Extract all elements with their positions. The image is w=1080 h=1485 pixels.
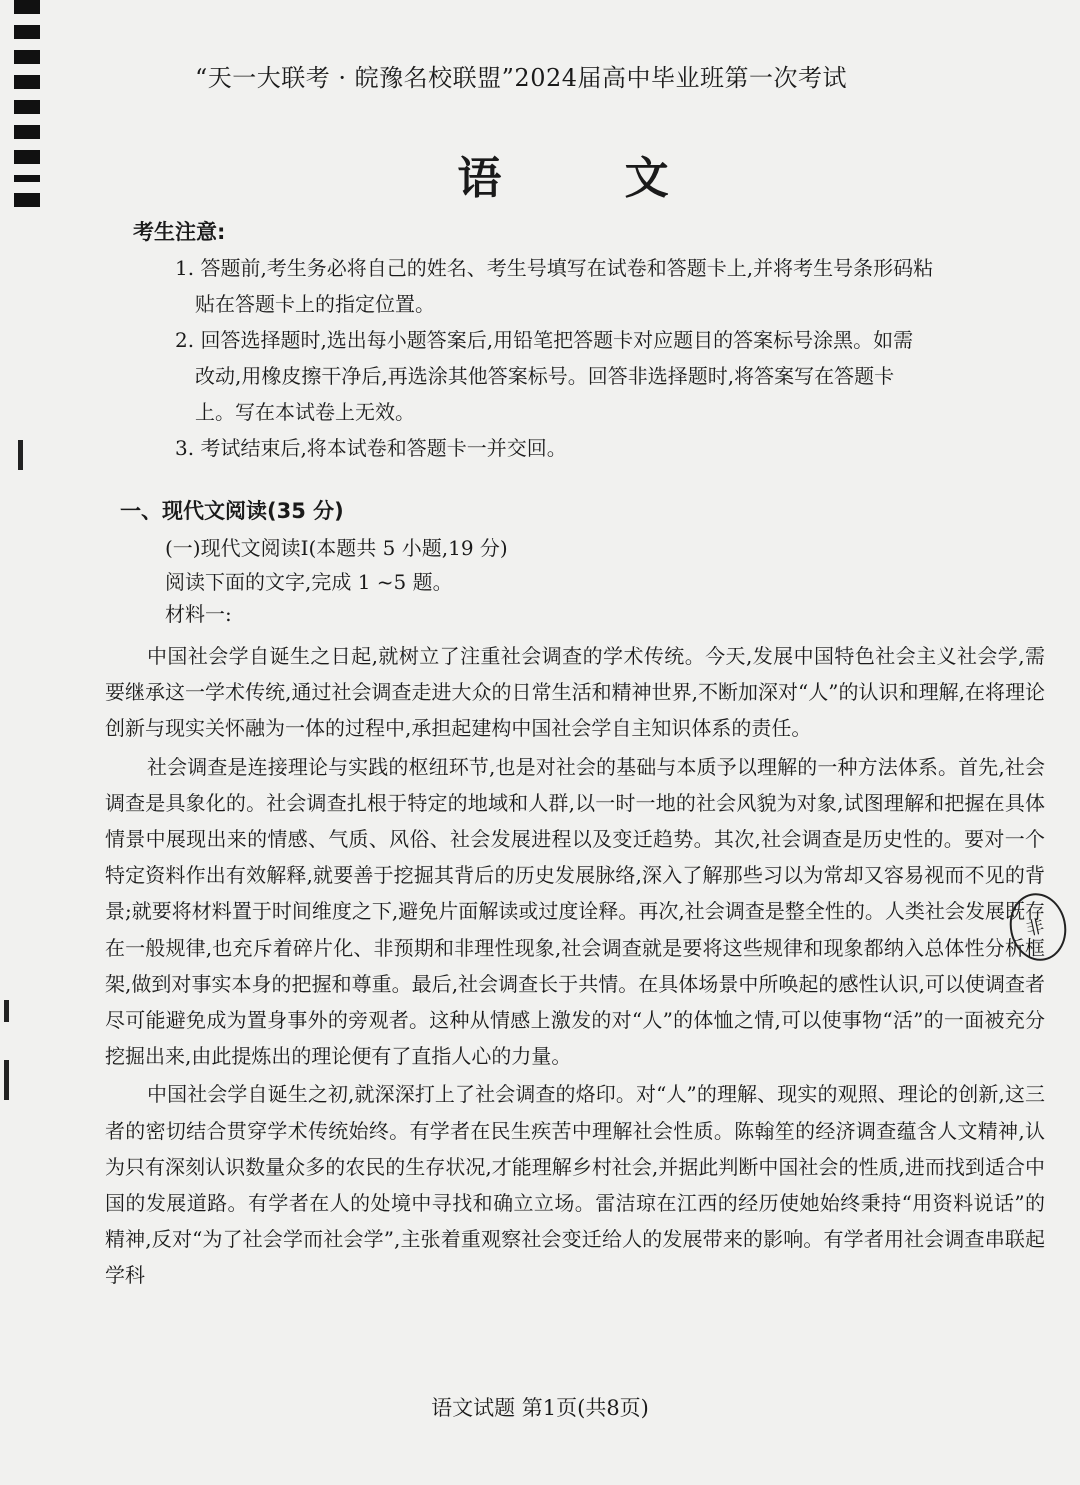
notice-item — [175, 430, 1035, 466]
section-heading: 一、现代文阅读(35 分) — [120, 499, 344, 523]
exam-header: “天一大联考 · 皖豫名校联盟”2024届高中毕业班第一次考试 — [195, 64, 848, 92]
notice-item-text: 1. 答题前,考生务必将自己的姓名、考生号填写在试卷和答题卡上,并将考生号条形码粘 — [175, 256, 934, 280]
notice-item — [175, 322, 1035, 430]
subject-title: 语 文 — [457, 153, 723, 204]
material-label: 材料一: — [165, 602, 232, 626]
handwritten-annotation: 非 — [1024, 915, 1047, 941]
passage-paragraph: 中国社会学自诞生之初,就深深打上了社会调查的烙印。对“人”的理解、现实的观照、理论的创新,这三者的密切结合贯穿学术传统始终。有学者在民生疾苦中理解社会性质。陈翰笙的经济调查蕴含人文精神,认为只有深刻认识数量众多的农民的生存状况,才能理解乡村社会,并据此判断中国社会的性质,进而找到适合中国的发展道路。有学者在人的处境中寻找和确立立场。雷洁琼在江西的经历使她始终秉持“用资料说话”的精神,反对“为了社会学而社会学”,主张着重观察社会变迁给人的发展带来的影响。有学者用社会调查串联起学科 — [105, 1082, 1045, 1288]
notice-item-text: 改动,用橡皮擦干净后,再选涂其他答案标号。回答非选择题时,将答案写在答题卡 — [195, 364, 895, 388]
page-footer: 语文试题 第1页(共8页) — [431, 1396, 649, 1420]
edge-mark — [18, 440, 23, 470]
subsection-heading: (一)现代文阅读Ⅰ(本题共 5 小题,19 分) — [165, 536, 508, 560]
notice-item-text: 贴在答题卡上的指定位置。 — [195, 292, 435, 316]
passage-paragraph: 社会调查是连接理论与实践的枢纽环节,也是对社会的基础与本质予以理解的一种方法体系。首先,社会调查是具象化的。社会调查扎根于特定的地域和人群,以一时一地的社会风貌为对象,试图理解和把握在具体情景中展现出来的情感、气质、风俗、社会发展进程以及变迁趋势。其次,社会调查是历史性的。要对一个特定资料作出有效解释,就要善于挖掘其背后的历史发展脉络,深入了解那些习以为常却又容易视而不见的背景;就要将材料置于时间维度之下,避免片面解读或过度诠释。再次,社会调查是整全性的。人类社会发展既存在一般规律,也充斥着碎片化、非预期和非理性现象,社会调查就是要将这些规律和现象都纳入总体性分析框架,做到对事实本身的把握和尊重。最后,社会调查长于共情。在具体场景中所唤起的感性认识,可以使调查者尽可能避免成为置身事外的旁观者。这种从情感上激发的对“人”的体恤之情,可以使事物“活”的一面被充分挖掘出来,由此提炼出的理论便有了直指人心的力量。 — [105, 754, 1045, 1069]
notice-title: 考生注意: — [133, 220, 226, 244]
notice-item-text: 2. 回答选择题时,选出每小题答案后,用铅笔把答题卡对应题目的答案标号涂黑。如需 — [175, 328, 914, 352]
notice-item — [175, 250, 1035, 322]
notice-item-text: 上。写在本试卷上无效。 — [195, 400, 415, 424]
reading-passage — [105, 638, 1045, 1296]
edge-mark — [4, 1060, 9, 1100]
notice-item-text: 3. 考试结束后,将本试卷和答题卡一并交回。 — [175, 436, 567, 460]
passage-paragraph: 中国社会学自诞生之日起,就树立了注重社会调查的学术传统。今天,发展中国特色社会主义社会学,需要继承这一学术传统,通过社会调查走进大众的日常生活和精神世界,不断加深对“人”的认识和理解,在将理论创新与现实关怀融为一体的过程中,承担起建构中国社会学自主知识体系的责任。 — [105, 644, 1045, 741]
edge-mark — [4, 1000, 9, 1022]
instruction-text: 阅读下面的文字,完成 1 ~5 题。 — [165, 570, 453, 594]
notice-list — [175, 250, 1035, 466]
